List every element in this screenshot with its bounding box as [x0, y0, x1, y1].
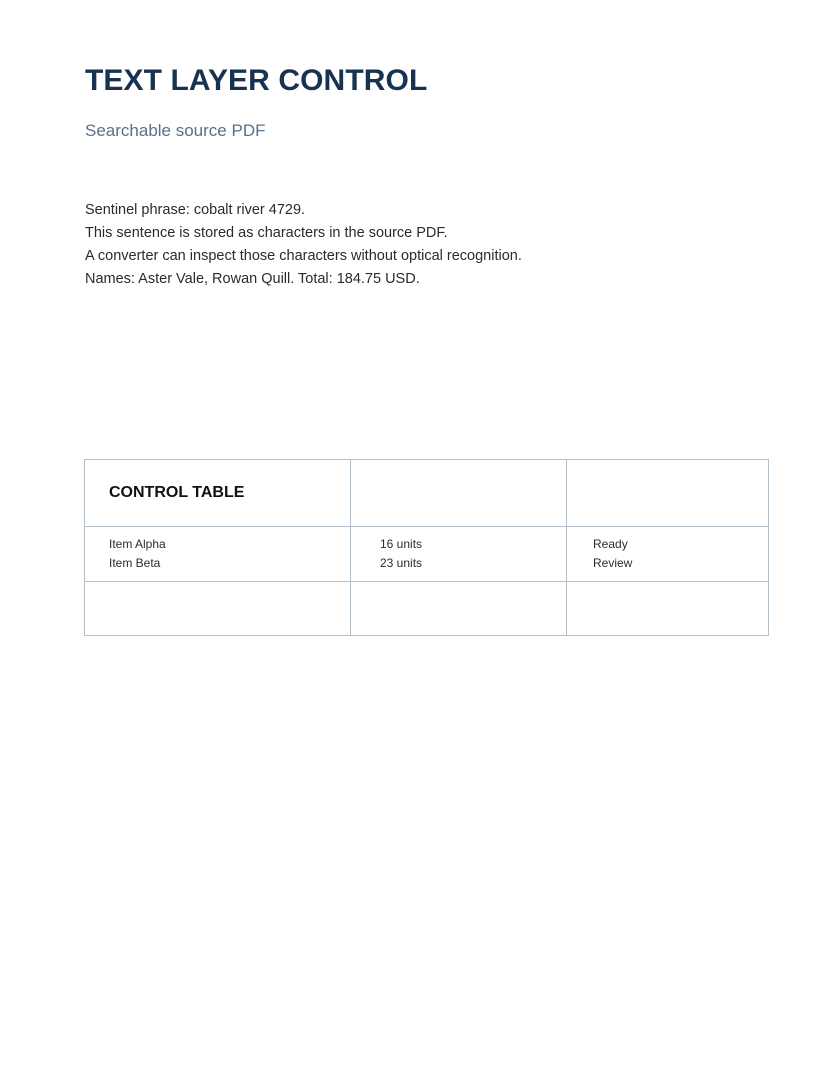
- status-cell: [567, 527, 769, 581]
- sentinel-phrase-line: Sentinel phrase: cobalt river 4729.: [85, 202, 306, 218]
- item-cell: [85, 527, 351, 581]
- page-subtitle: Searchable source PDF: [85, 121, 266, 140]
- stored-characters-line: This sentence is stored as characters in the source PDF.: [85, 225, 448, 241]
- table-header-empty-cell: [351, 460, 567, 527]
- item-quantity: 16 units: [380, 537, 423, 552]
- table-row: [85, 527, 769, 581]
- table-empty-cell: [85, 581, 351, 635]
- table-empty-cell: [351, 581, 567, 635]
- item-status: Review: [593, 556, 633, 571]
- item-status: Ready: [593, 537, 628, 552]
- page-title: TEXT LAYER CONTROL: [85, 64, 428, 97]
- table-header-row: [85, 460, 769, 527]
- item-quantity: 23 units: [380, 556, 423, 571]
- names-total-line: Names: Aster Vale, Rowan Quill. Total: 184.75 USD.: [85, 271, 420, 287]
- table-empty-cell: [567, 581, 769, 635]
- converter-line: A converter can inspect those characters without optical recognition.: [85, 248, 522, 264]
- table-title-cell: [85, 460, 351, 527]
- control-table: [84, 459, 769, 636]
- quantity-cell: [351, 527, 567, 581]
- body-paragraph: [85, 201, 522, 293]
- table-title: CONTROL TABLE: [109, 484, 245, 502]
- table-header-empty-cell: [567, 460, 769, 527]
- item-name: Item Beta: [109, 556, 161, 571]
- table-empty-row: [85, 581, 769, 635]
- item-name: Item Alpha: [109, 537, 166, 552]
